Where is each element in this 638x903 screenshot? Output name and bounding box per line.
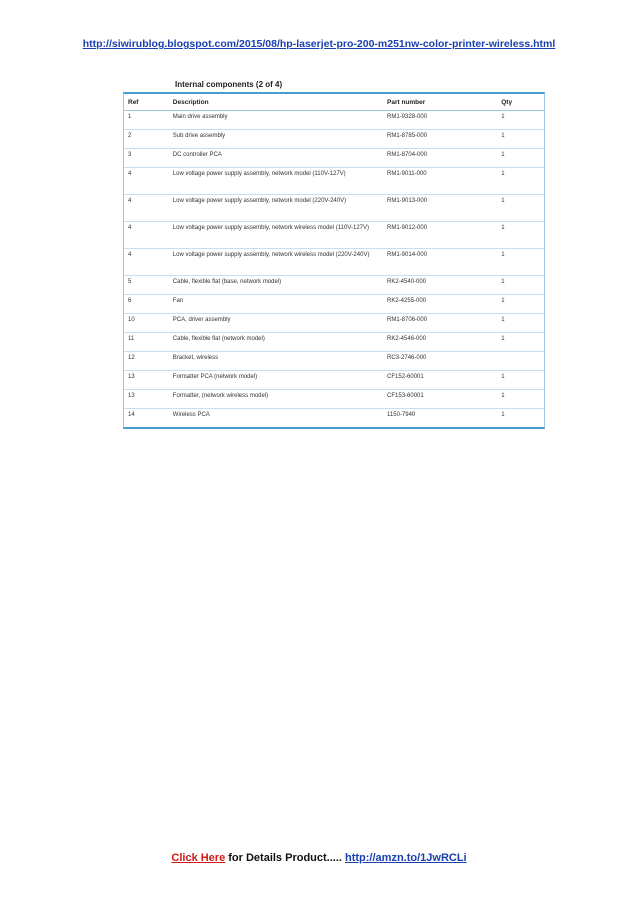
table-row	[124, 371, 544, 390]
cell-ref: 4	[124, 222, 169, 249]
cell-part-number: RM1-9012-000	[383, 222, 497, 249]
table-row	[124, 249, 544, 276]
table-row	[124, 409, 544, 428]
cell-qty: 1	[497, 390, 544, 409]
source-url-link[interactable]: http://siwirublog.blogspot.com/2015/08/hp-laserjet-pro-200-m251nw-color-printer-wireless.html	[82, 38, 556, 50]
cell-qty: 1	[497, 149, 544, 168]
cell-description: Cable, flexible flat (network model)	[169, 333, 383, 352]
click-here-link[interactable]: Click Here	[171, 852, 226, 864]
cell-description: Bracket, wireless	[169, 352, 383, 371]
cell-part-number: RM1-8785-000	[383, 130, 497, 149]
table-row	[124, 295, 544, 314]
cell-description: Wireless PCA	[172, 412, 210, 418]
footer-middle-text: for Details Product.....	[225, 852, 345, 864]
table-row	[124, 314, 544, 333]
table-row	[124, 195, 544, 222]
table-row	[124, 168, 544, 195]
cell-description: Main drive assembly	[169, 111, 383, 130]
cell-part-number: RM1-9011-000	[383, 168, 497, 195]
cell-ref: 13	[124, 371, 169, 390]
cell-description: DC controller PCA	[169, 149, 383, 168]
cell-description: Low voltage power supply assembly, network wireless model (220V-240V)	[169, 249, 383, 276]
cell-description: PCA, driver assembly	[169, 314, 383, 333]
table-row	[124, 149, 544, 168]
table-header-row	[124, 94, 544, 111]
column-header-description: Description	[169, 94, 383, 111]
table-title: Internal components (2 of 4)	[175, 80, 283, 89]
cell-qty: 1	[497, 130, 544, 149]
cell-ref: 12	[124, 352, 169, 371]
cell-qty: 1	[497, 168, 544, 195]
table-row	[124, 222, 544, 249]
cell-part-number: CF153-60001	[383, 390, 497, 409]
cell-part-number: RM1-9328-000	[383, 111, 497, 130]
cell-ref: 4	[124, 249, 169, 276]
table-row	[124, 130, 544, 149]
cell-qty: 1	[497, 195, 544, 222]
amazon-short-link[interactable]: http://amzn.to/1JwRCLi	[345, 852, 467, 864]
table-row	[124, 352, 544, 371]
cell-qty: 1	[497, 333, 544, 352]
cell-part-number: CF152-60001	[383, 371, 497, 390]
cell-ref: 14	[128, 412, 135, 418]
cell-description: Low voltage power supply assembly, network model (220V-240V)	[169, 195, 383, 222]
cell-part-number: RM1-8706-000	[383, 314, 497, 333]
cell-description: Sub drive assembly	[169, 130, 383, 149]
cell-description: Low voltage power supply assembly, network model (110V-127V)	[169, 168, 383, 195]
cell-ref: 1	[124, 111, 169, 130]
cell-ref: 6	[124, 295, 169, 314]
cell-ref: 3	[124, 149, 169, 168]
cell-part-number: RK2-4255-000	[383, 295, 497, 314]
cell-description: Formatter PCA (network model)	[169, 371, 383, 390]
column-header-ref: Ref	[124, 94, 169, 111]
table-row	[124, 333, 544, 352]
cell-part-number: RM1-8704-000	[383, 149, 497, 168]
cell-part-number: 1150-7940	[387, 412, 416, 418]
cell-part-number: RK2-4540-000	[383, 276, 497, 295]
cell-ref: 4	[124, 168, 169, 195]
cell-qty	[497, 352, 544, 371]
cell-qty: 1	[497, 371, 544, 390]
cell-qty: 1	[497, 314, 544, 333]
table-row	[124, 276, 544, 295]
cell-description: Cable, flexible flat (base, network model)	[169, 276, 383, 295]
table-row	[124, 390, 544, 409]
cell-part-number: RM1-9014-000	[383, 249, 497, 276]
cell-qty: 1	[497, 249, 544, 276]
cell-description: Formatter, (network wireless model)	[169, 390, 383, 409]
cell-ref: 4	[124, 195, 169, 222]
cell-qty: 1	[497, 276, 544, 295]
footer-line	[0, 852, 638, 864]
cell-part-number: RM1-9013-000	[383, 195, 497, 222]
table-row	[124, 111, 544, 130]
cell-qty: 1	[497, 111, 544, 130]
cell-description: Low voltage power supply assembly, network wireless model (110V-127V)	[169, 222, 383, 249]
cell-part-number: RC3-2746-000	[383, 352, 497, 371]
cell-qty: 1	[497, 222, 544, 249]
cell-part-number: RK2-4546-000	[383, 333, 497, 352]
cell-ref: 11	[124, 333, 169, 352]
cell-ref: 13	[124, 390, 169, 409]
cell-ref: 5	[124, 276, 169, 295]
cell-ref: 10	[124, 314, 169, 333]
cell-ref: 2	[124, 130, 169, 149]
column-header-part-number: Part number	[383, 94, 497, 111]
internal-components-table	[124, 94, 544, 427]
cell-qty: 1	[497, 295, 544, 314]
table-frame	[123, 92, 545, 429]
cell-qty: 1	[501, 412, 505, 418]
cell-description: Fan	[169, 295, 383, 314]
parts-table-image	[123, 78, 545, 429]
column-header-qty: Qty	[497, 94, 544, 111]
